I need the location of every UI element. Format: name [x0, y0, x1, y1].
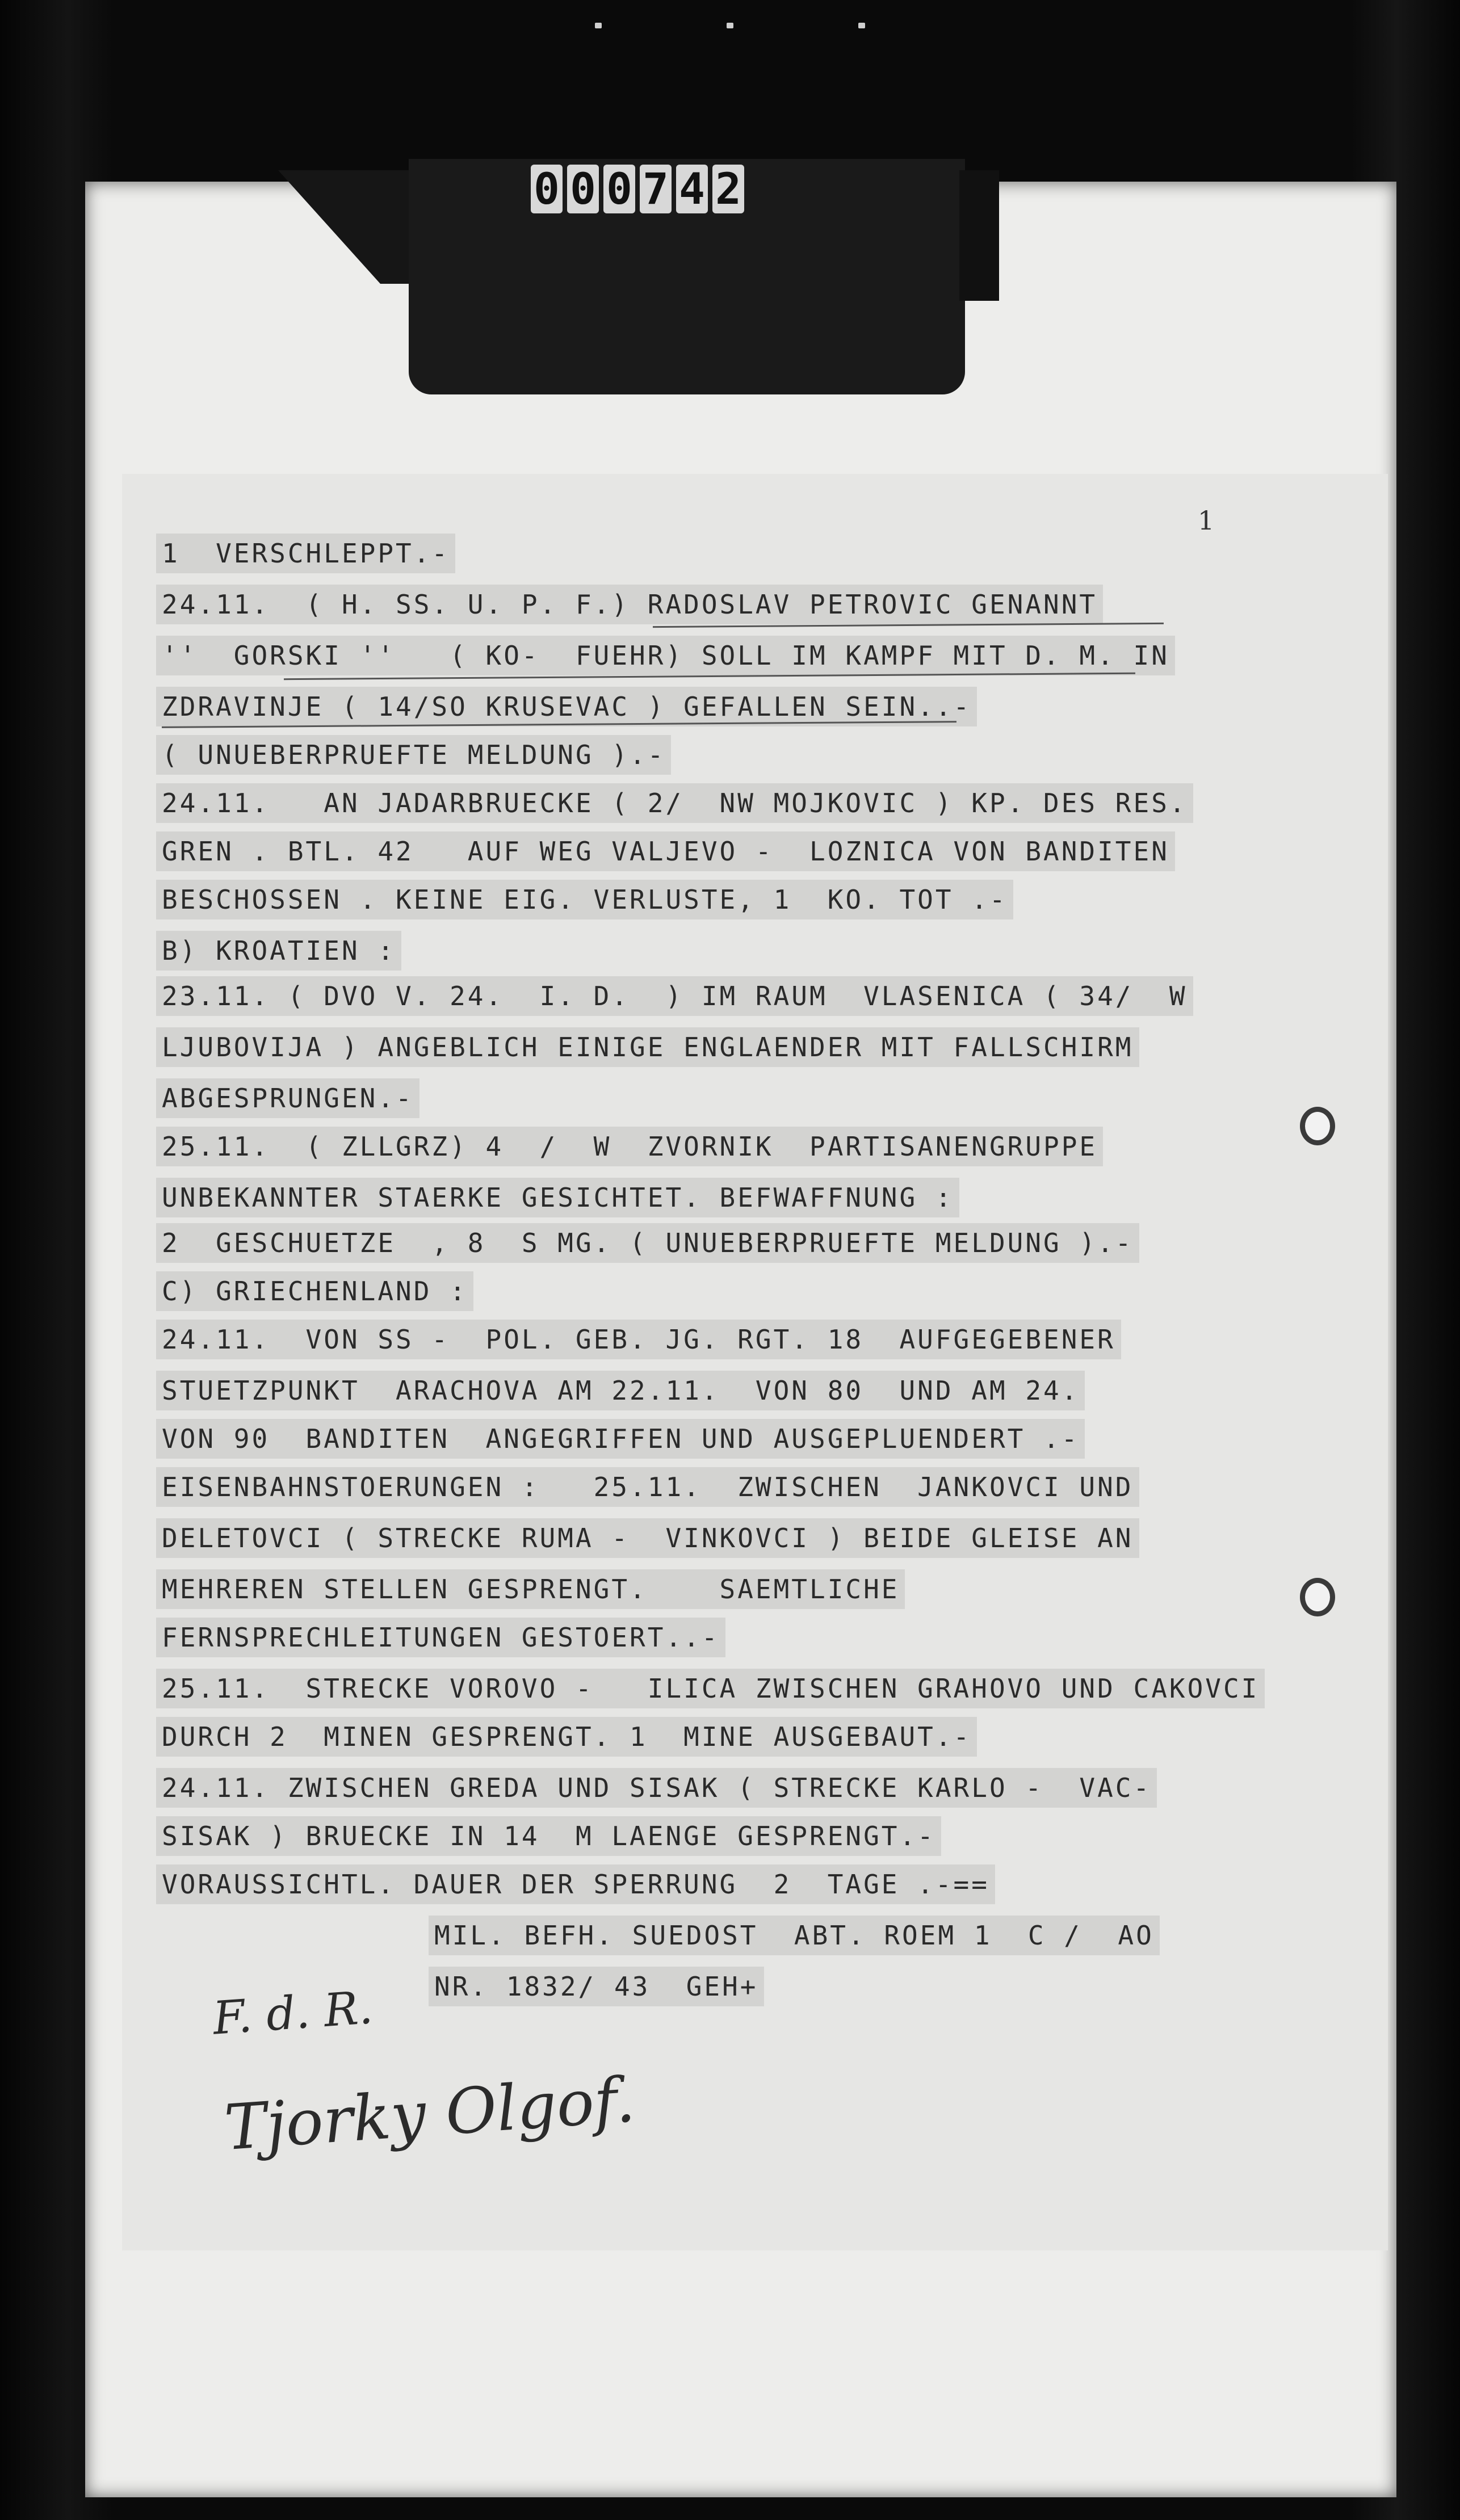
counter-digit: 2 [712, 165, 744, 213]
counter-digit: 0 [603, 165, 635, 213]
text-line: 24.11. ZWISCHEN GREDA UND SISAK ( STRECKE KARLO - VAC- [156, 1768, 1157, 1808]
text-line: 23.11. ( DVO V. 24. I. D. ) IM RAUM VLASENICA ( 34/ W [156, 976, 1193, 1016]
text-line: DURCH 2 MINEN GESPRENGT. 1 MINE AUSGEBAUT.- [156, 1717, 977, 1757]
clip-side [959, 170, 999, 301]
counter-digit: 0 [531, 165, 563, 213]
section-heading: C) GRIECHENLAND : [156, 1271, 473, 1311]
sender-line: MIL. BEFH. SUEDOST ABT. ROEM 1 C / AO [429, 1916, 1160, 1955]
text-line: 1 VERSCHLEPPT.- [156, 534, 455, 573]
text-line: 2 GESCHUETZE , 8 S MG. ( UNUEBERPRUEFTE MELDUNG ).- [156, 1223, 1139, 1263]
counter-digit: 4 [676, 165, 708, 213]
text-line: 24.11. ( H. SS. U. P. F.) RADOSLAV PETROVIC GENANNT [156, 585, 1103, 624]
text-line: MEHREREN STELLEN GESPRENGT. SAEMTLICHE [156, 1569, 905, 1609]
handwritten-fdr: F. d. R. [211, 1981, 375, 2045]
handwritten-signature: Tjorky Olgof. [222, 2063, 637, 2165]
text-line: ABGESPRUNGEN.- [156, 1078, 419, 1118]
sprocket-mark [595, 23, 602, 28]
text-line: ZDRAVINJE ( 14/SO KRUSEVAC ) GEFALLEN SEIN..- [156, 687, 977, 726]
film-sprockets [0, 23, 1460, 45]
counter-digit: 7 [640, 165, 672, 213]
text-line: GREN . BTL. 42 AUF WEG VALJEVO - LOZNICA VON BANDITEN [156, 831, 1175, 871]
text-line: 24.11. VON SS - POL. GEB. JG. RGT. 18 AUFGEGEBENER [156, 1320, 1121, 1359]
text-line: STUETZPUNKT ARACHOVA AM 22.11. VON 80 UND AM 24. [156, 1371, 1085, 1410]
text-line: 24.11. AN JADARBRUECKE ( 2/ NW MOJKOVIC ) KP. DES RES. [156, 783, 1193, 823]
text-line: BESCHOSSEN . KEINE EIG. VERLUSTE, 1 KO. TOT .- [156, 880, 1013, 919]
section-heading: B) KROATIEN : [156, 931, 401, 971]
text-line: VON 90 BANDITEN ANGEGRIFFEN UND AUSGEPLUENDERT .- [156, 1419, 1085, 1459]
reference-line: NR. 1832/ 43 GEH+ [429, 1967, 764, 2006]
text-line: VORAUSSICHTL. DAUER DER SPERRUNG 2 TAGE .-== [156, 1864, 995, 1904]
text-line: 25.11. ( ZLLGRZ) 4 / W ZVORNIK PARTISANENGRUPPE [156, 1127, 1103, 1166]
sprocket-mark [727, 23, 733, 28]
text-line: SISAK ) BRUECKE IN 14 M LAENGE GESPRENGT.- [156, 1816, 941, 1856]
page-number: 1 [1198, 505, 1215, 536]
text-line: UNBEKANNTER STAERKE GESICHTET. BEFWAFFNUNG : [156, 1178, 959, 1217]
text-line: DELETOVCI ( STRECKE RUMA - VINKOVCI ) BEIDE GLEISE AN [156, 1518, 1139, 1558]
text-line: 25.11. STRECKE VOROVO - ILICA ZWISCHEN GRAHOVO UND CAKOVCI [156, 1669, 1265, 1708]
text-line: EISENBAHNSTOERUNGEN : 25.11. ZWISCHEN JANKOVCI UND [156, 1467, 1139, 1507]
counter-digit: 0 [567, 165, 599, 213]
punch-hole [1300, 1578, 1335, 1616]
text-line: ( UNUEBERPRUEFTE MELDUNG ).- [156, 735, 671, 775]
text-line: '' GORSKI '' ( KO- FUEHR) SOLL IM KAMPF MIT D. M. IN [156, 636, 1175, 675]
sprocket-mark [858, 23, 865, 28]
punch-hole [1300, 1107, 1335, 1145]
text-line: LJUBOVIJA ) ANGEBLICH EINIGE ENGLAENDER MIT FALLSCHIRM [156, 1027, 1139, 1067]
frame-counter [531, 165, 744, 217]
text-line: FERNSPRECHLEITUNGEN GESTOERT..- [156, 1618, 725, 1657]
